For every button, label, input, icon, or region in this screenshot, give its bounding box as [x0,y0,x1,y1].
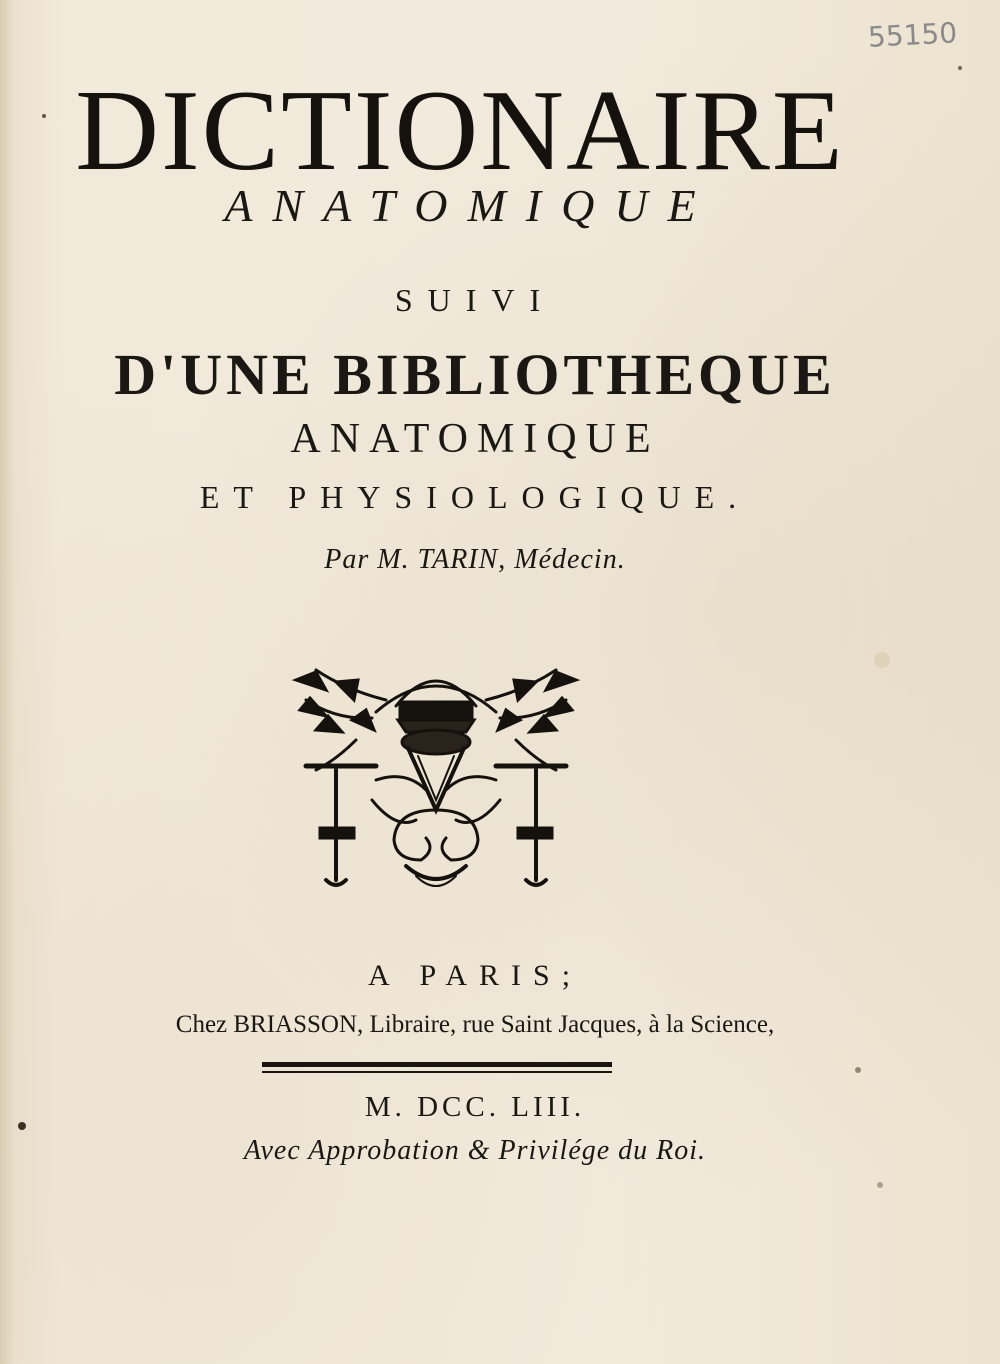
second-subtitle: ANATOMIQUE [290,416,660,462]
second-title: D'UNE BIBLIOTHEQUE [114,342,836,407]
shelfmark-annotation: 55150 [867,16,958,54]
book-subtitle: ANATOMIQUE [224,180,716,231]
title-connector: SUIVI [394,282,556,318]
imprint-place: A PARIS; [367,959,583,992]
book-title: DICTIONAIRE [75,67,845,195]
second-subtitle-continued: ET PHYSIOLOGIQUE. [199,479,751,515]
imprint-year: M. DCC. LIII. [364,1091,586,1123]
imprint-privilege: Avec Approbation & Privilége du Roi. [243,1135,707,1166]
author-line: Par M. TARIN, Médecin. [324,544,626,575]
imprint-publisher: Chez BRIASSON, Libraire, rue Saint Jacques, à la Science, [175,1011,775,1038]
